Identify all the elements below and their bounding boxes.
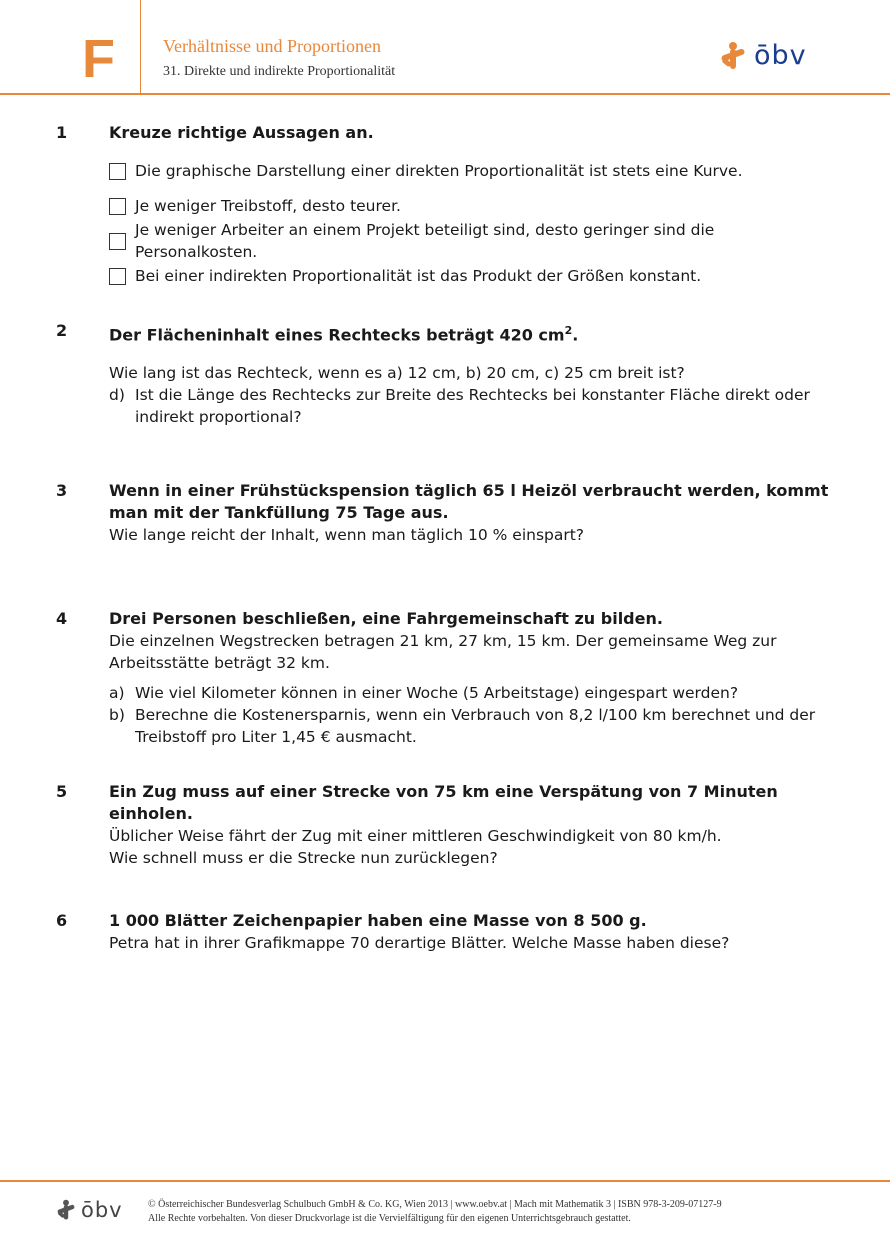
footer-line-1: © Österreichischer Bundesverlag Schulbuch GmbH & Co. KG, Wien 2013 | www.oebv.at | Mach mit Mathematik 3 | ISBN 978-3-209-07127-9 bbox=[148, 1199, 722, 1210]
task-text: Die einzelnen Wegstrecken betragen 21 km, 27 km, 15 km. Der gemeinsame Weg zur Arbeitsstätte beträgt 32 km. bbox=[109, 632, 777, 672]
option-label: Die graphische Darstellung einer direkten Proportionalität ist stets eine Kurve. bbox=[135, 162, 743, 180]
task-heading: 1 000 Blätter Zeichenpapier haben eine Masse von 8 500 g. bbox=[109, 911, 647, 930]
star-icon bbox=[55, 1199, 77, 1221]
footer-copyright bbox=[148, 1198, 722, 1226]
task-heading: Kreuze richtige Aussagen an. bbox=[109, 123, 374, 142]
chapter-title: Verhältnisse und Proportionen bbox=[163, 36, 381, 56]
task-text: Wie lange reicht der Inhalt, wenn man täglich 10 % einspart? bbox=[109, 526, 585, 544]
publisher-logo bbox=[718, 40, 807, 71]
header-divider bbox=[0, 93, 890, 95]
task-text-line: Üblicher Weise fährt der Zug mit einer mittleren Geschwindigkeit von 80 km/h. bbox=[109, 827, 722, 845]
task-text: Petra hat in ihrer Grafikmappe 70 derartige Blätter. Welche Masse haben diese? bbox=[109, 934, 730, 952]
header-divider-vertical bbox=[140, 0, 141, 94]
subtask-item: b) Berechne die Kostenersparnis, wenn ein Verbrauch von 8,2 l/100 km berechnet und der Treibstoff pro Liter 1,45 € ausmacht. bbox=[109, 706, 816, 746]
task-heading: Wenn in einer Frühstückspension täglich 65 l Heizöl verbraucht werden, kommt man mit der Tankfüllung 75 Tage aus. bbox=[109, 481, 829, 522]
footer-logo bbox=[55, 1198, 123, 1222]
option-row bbox=[109, 265, 837, 287]
star-icon bbox=[718, 41, 748, 71]
task-heading: Ein Zug muss auf einer Strecke von 75 km eine Verspätung von 7 Minuten einholen. bbox=[109, 782, 778, 823]
footer-logo-text: ōbv bbox=[81, 1198, 123, 1222]
checkbox[interactable] bbox=[109, 268, 126, 285]
option-row bbox=[109, 160, 837, 182]
task-number: 4 bbox=[56, 609, 68, 628]
option-row bbox=[109, 221, 837, 261]
chapter-subtitle: 31. Direkte und indirekte Proportionalität bbox=[163, 64, 396, 79]
task-heading: Drei Personen beschließen, eine Fahrgemeinschaft zu bilden. bbox=[109, 609, 663, 628]
checkbox[interactable] bbox=[109, 198, 126, 215]
footer-divider bbox=[0, 1180, 890, 1182]
footer-line-2: Alle Rechte vorbehalten. Von dieser Druckvorlage ist die Vervielfältigung für den eigenen Unterrichtsgebrauch gestattet. bbox=[148, 1213, 631, 1224]
task-heading: Der Flächeninhalt eines Rechtecks beträgt 420 $cm^2$. bbox=[109, 324, 579, 345]
option-label: Je weniger Treibstoff, desto teurer. bbox=[135, 197, 401, 215]
chapter-letter: F bbox=[82, 29, 115, 89]
task-number: 5 bbox=[56, 782, 68, 801]
subtask-item: a) Wie viel Kilometer können in einer Woche (5 Arbeitstage) eingespart werden? bbox=[109, 684, 739, 702]
task-number: 1 bbox=[56, 123, 68, 142]
task-number: 3 bbox=[56, 481, 68, 500]
checkbox[interactable] bbox=[109, 233, 126, 250]
task-number: 6 bbox=[56, 911, 68, 930]
option-label: Bei einer indirekten Proportionalität ist das Produkt der Größen konstant. bbox=[135, 267, 702, 285]
task-text-line: Wie schnell muss er die Strecke nun zurücklegen? bbox=[109, 849, 498, 867]
option-label: Je weniger Arbeiter an einem Projekt beteiligt sind, desto geringer sind die Personalkosten. bbox=[135, 221, 715, 261]
option-row bbox=[109, 195, 837, 217]
task-text: Wie lang ist das Rechteck, wenn es a) 12 cm, b) 20 cm, c) 25 cm breit ist? bbox=[109, 364, 685, 383]
task-number: 2 bbox=[56, 321, 68, 340]
subtask-item: d) Ist die Länge des Rechtecks zur Breite des Rechtecks bei konstanter Fläche direkt oder indirekt proportional? bbox=[109, 386, 810, 427]
publisher-logo-text: ōbv bbox=[754, 40, 807, 71]
subtask-list bbox=[109, 384, 837, 428]
checkbox[interactable] bbox=[109, 163, 126, 180]
subtask-list bbox=[109, 682, 837, 748]
